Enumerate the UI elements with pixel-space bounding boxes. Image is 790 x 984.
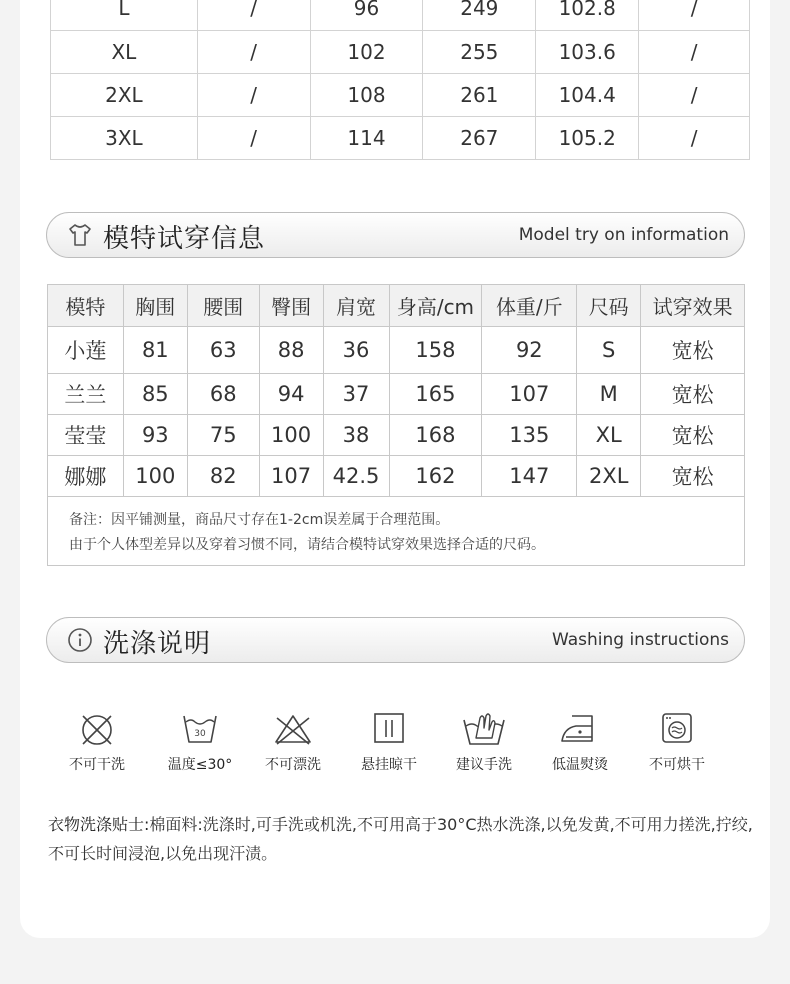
model-cell: 135 (482, 415, 577, 456)
model-cell: 93 (123, 415, 187, 456)
model-cell: 88 (259, 327, 323, 374)
wash-label: 低温熨烫 (552, 757, 608, 773)
wash-title: 洗涤说明 (103, 629, 212, 659)
wash-tips-text: 棉面料:洗涤时,可手洗或机洗,不可用高于30°C热水洗涤,以免发黄,不可用力搓洗,拧绞,不可长时间浸泡,以免出现汗渍。 (48, 815, 753, 863)
model-cell: 36 (323, 327, 389, 374)
wash-item-low-iron (535, 708, 625, 774)
model-info-title: 模特试穿信息 (103, 224, 266, 254)
wash-item-no-tumble-dry (632, 708, 722, 774)
model-cell: 168 (389, 415, 482, 456)
size-cell: / (197, 31, 310, 74)
size-cell: 249 (423, 0, 536, 31)
model-cell: 107 (482, 374, 577, 415)
size-cell: / (197, 0, 310, 31)
size-cell: 108 (310, 74, 423, 117)
size-cell: 267 (423, 117, 536, 160)
wash-item-30 (155, 708, 245, 774)
size-cell: / (639, 31, 750, 74)
model-cell: 100 (123, 456, 187, 497)
size-cell: 102 (310, 31, 423, 74)
model-header-cell: 肩宽 (323, 285, 389, 327)
tshirt-icon (67, 222, 93, 248)
model-cell: 宽松 (641, 327, 745, 374)
size-cell: / (639, 117, 750, 160)
model-cell: 100 (259, 415, 323, 456)
size-cell: 114 (310, 117, 423, 160)
model-cell: 92 (482, 327, 577, 374)
hand-wash-icon (460, 708, 508, 748)
model-cell: 85 (123, 374, 187, 415)
model-cell: 68 (187, 374, 259, 415)
model-cell: 宽松 (641, 415, 745, 456)
size-row (51, 117, 750, 160)
size-cell: 96 (310, 0, 423, 31)
model-cell: 莹莹 (48, 415, 124, 456)
wash-label: 悬挂晾干 (361, 757, 417, 773)
size-row (51, 31, 750, 74)
no-tumble-dry-icon (657, 708, 697, 748)
model-cell: S (577, 327, 641, 374)
model-header-cell: 胸围 (123, 285, 187, 327)
model-cell: 165 (389, 374, 482, 415)
size-cell: / (639, 0, 750, 31)
model-cell: 81 (123, 327, 187, 374)
model-header-cell: 臀围 (259, 285, 323, 327)
note-line-1: 备注：因平铺测量，商品尺寸存在1-2cm误差属于合理范围。 (69, 512, 450, 528)
wash-label: 不可干洗 (69, 757, 125, 773)
low-iron-icon (558, 708, 602, 748)
line-dry-icon (369, 708, 409, 748)
wash-label: 不可烘干 (649, 757, 705, 773)
size-table (50, 0, 750, 160)
no-bleach-icon (271, 708, 315, 748)
size-row (51, 74, 750, 117)
model-header-cell: 尺码 (577, 285, 641, 327)
model-cell: 147 (482, 456, 577, 497)
model-header-cell: 身高/cm (389, 285, 482, 327)
model-cell: 75 (187, 415, 259, 456)
model-row (48, 456, 745, 497)
model-cell: 63 (187, 327, 259, 374)
model-info-title-en: Model try on information (518, 225, 729, 245)
wash-item-line-dry (344, 708, 434, 774)
model-cell: 小莲 (48, 327, 124, 374)
wash-item-no-dry-clean (52, 708, 142, 774)
info-icon (67, 627, 93, 653)
wash-tips-label: 衣物洗涤贴士: (48, 815, 150, 834)
size-cell: 105.2 (536, 117, 639, 160)
model-row (48, 415, 745, 456)
model-header-cell: 试穿效果 (641, 285, 745, 327)
model-header-cell: 模特 (48, 285, 124, 327)
model-cell: 162 (389, 456, 482, 497)
model-cell: 宽松 (641, 374, 745, 415)
model-header-cell: 体重/斤 (482, 285, 577, 327)
wash-title-en: Washing instructions (551, 630, 729, 650)
size-cell: / (197, 74, 310, 117)
wash-temp-text: 30 (194, 729, 206, 739)
model-cell: 宽松 (641, 456, 745, 497)
wash-30-icon (180, 708, 220, 748)
model-table-header (48, 285, 745, 327)
model-cell: 兰兰 (48, 374, 124, 415)
model-header-cell: 腰围 (187, 285, 259, 327)
size-cell: 102.8 (536, 0, 639, 31)
size-cell: L (51, 0, 198, 31)
model-cell: 38 (323, 415, 389, 456)
size-cell: XL (51, 31, 198, 74)
model-row (48, 327, 745, 374)
size-cell: 261 (423, 74, 536, 117)
size-cell: / (197, 117, 310, 160)
model-cell: 94 (259, 374, 323, 415)
wash-label: 建议手洗 (456, 757, 512, 773)
model-cell: 37 (323, 374, 389, 415)
note-line-2: 由于个人体型差异以及穿着习惯不同，请结合模特试穿效果选择合适的尺码。 (69, 537, 545, 553)
model-cell: XL (577, 415, 641, 456)
wash-item-hand-wash (439, 708, 529, 774)
model-cell: 107 (259, 456, 323, 497)
model-cell: 158 (389, 327, 482, 374)
size-cell: 103.6 (536, 31, 639, 74)
size-cell: / (639, 74, 750, 117)
wash-tips (48, 810, 763, 868)
model-cell: 2XL (577, 456, 641, 497)
model-info-header (46, 212, 745, 258)
size-cell: 104.4 (536, 74, 639, 117)
size-row (51, 0, 750, 31)
model-cell: 82 (187, 456, 259, 497)
wash-header (46, 617, 745, 663)
model-cell: 42.5 (323, 456, 389, 497)
model-cell: 娜娜 (48, 456, 124, 497)
model-cell: M (577, 374, 641, 415)
size-cell: 255 (423, 31, 536, 74)
wash-label: 不可漂洗 (265, 757, 321, 773)
wash-item-no-bleach (248, 708, 338, 774)
model-table (47, 284, 745, 497)
no-dry-clean-icon (77, 708, 117, 748)
size-cell: 2XL (51, 74, 198, 117)
size-cell: 3XL (51, 117, 198, 160)
model-row (48, 374, 745, 415)
wash-label: 温度≤30° (167, 757, 233, 773)
model-note (47, 497, 745, 566)
